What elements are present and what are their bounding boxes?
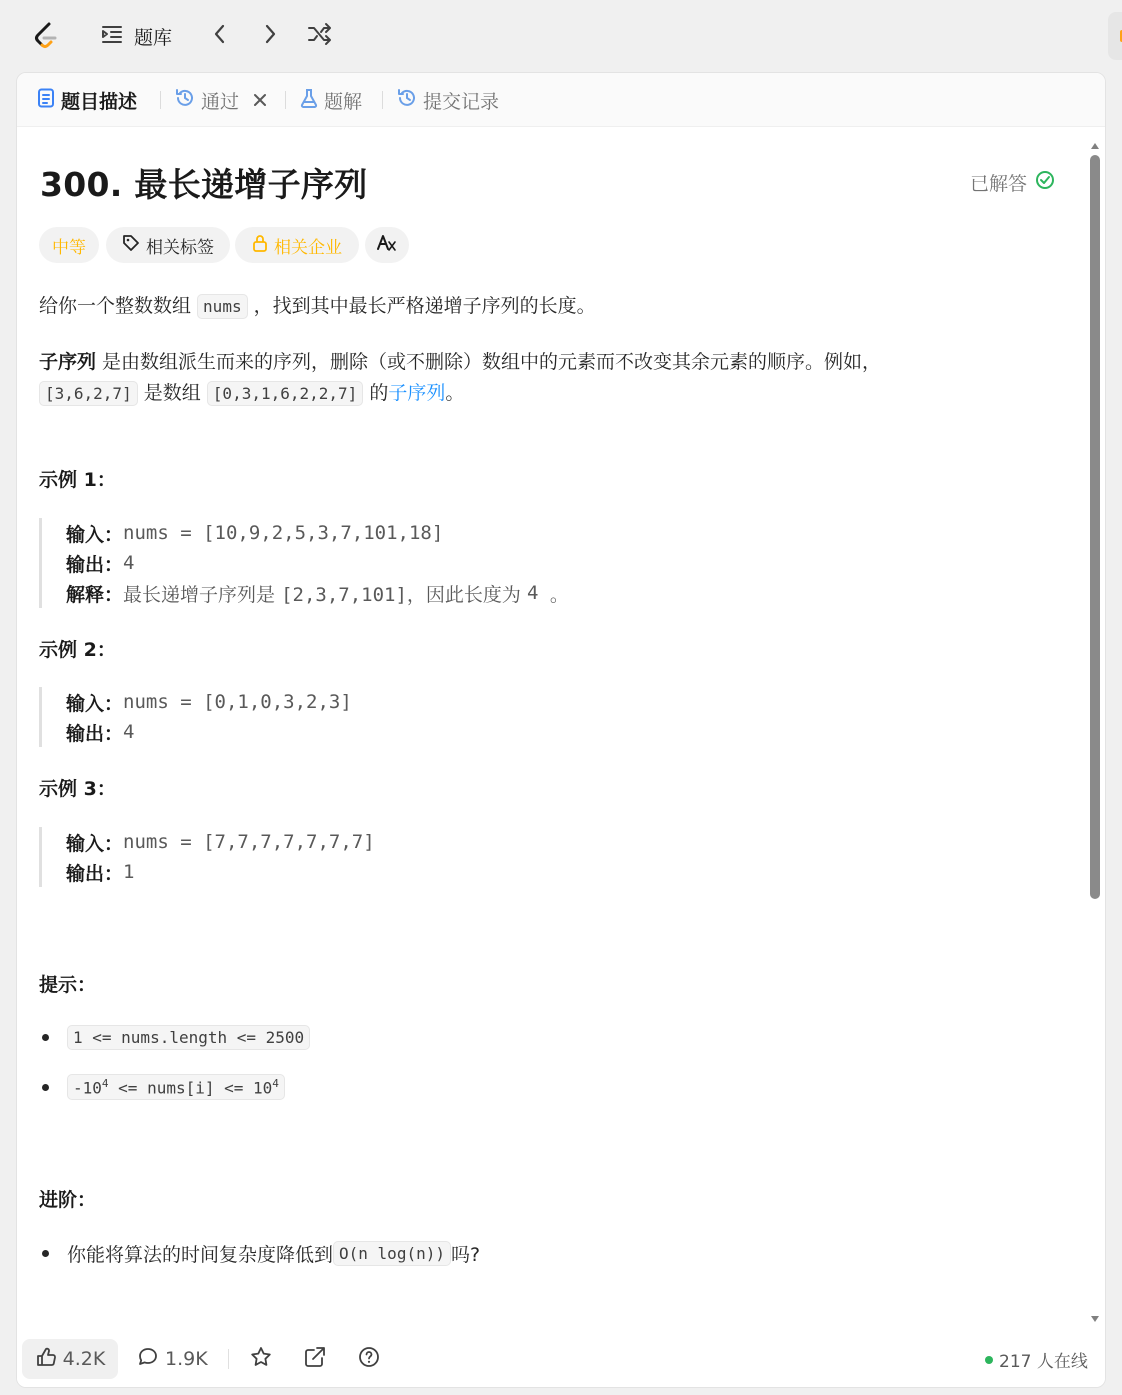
constraint-item [39, 1025, 310, 1050]
inline-code: 1 <= nums.length <= 2500 [67, 1025, 310, 1050]
tab-divider [285, 91, 286, 109]
topics-button[interactable] [106, 227, 230, 263]
vertical-scrollbar[interactable] [1087, 131, 1103, 1329]
subsequence-link[interactable]: 子序列 [388, 382, 446, 404]
topics-label: 相关标签 [146, 237, 214, 258]
top-nav [0, 0, 1122, 72]
difficulty-badge: 中等 [39, 227, 99, 263]
tab-bar [17, 73, 1105, 127]
inline-code: [0,3,1,6,2,2,7] [207, 381, 364, 406]
history-icon [175, 88, 195, 113]
problem-list-label: 题库 [134, 26, 173, 49]
online-label: 217 人在线 [999, 1352, 1088, 1372]
solved-label: 已解答 [970, 173, 1028, 195]
share-button[interactable] [303, 1339, 327, 1379]
comments-button[interactable] [137, 1339, 208, 1379]
help-button[interactable] [357, 1339, 381, 1379]
check-circle-icon [1035, 170, 1055, 195]
chevron-right-icon [262, 22, 278, 50]
inline-code: nums [197, 294, 248, 319]
shuffle-icon [306, 22, 334, 50]
bullet [42, 1250, 49, 1257]
example-1-block [39, 518, 839, 608]
bullet [42, 1034, 49, 1041]
definition-term: 子序列 [39, 351, 97, 373]
problem-title[interactable]: 300. 最长递增子序列 [40, 165, 368, 204]
example-input: 输入： nums = [0,1,0,3,2,3] [66, 691, 352, 715]
inline-code: O(n log(n)) [333, 1241, 451, 1266]
example-output: 输出： 4 [66, 721, 135, 745]
like-button[interactable] [22, 1339, 118, 1379]
share-icon [303, 1345, 327, 1374]
inline-code: [3,6,2,7] [39, 381, 138, 406]
example-3-heading: 示例 3： [39, 778, 116, 800]
definition-line-2: [3,6,2,7] 是数组 [0,3,1,6,2,2,7] 的子序列。 [39, 378, 464, 405]
tab-description-label: 题目描述 [61, 90, 138, 113]
online-dot [985, 1356, 993, 1364]
follow-up-heading: 进阶： [39, 1189, 97, 1211]
side-panel-handle[interactable] [1108, 12, 1122, 60]
bullet [42, 1084, 49, 1091]
problem-list-button[interactable] [100, 20, 172, 52]
scrollbar-thumb[interactable] [1090, 155, 1100, 899]
leetcode-logo[interactable] [30, 20, 62, 52]
tab-divider [160, 91, 161, 109]
tab-solutions[interactable] [300, 85, 362, 115]
random-problem-button[interactable] [306, 20, 334, 52]
follow-up-item: 你能将算法的时间复杂度降低到 O(n log(n)) 吗? [39, 1240, 480, 1267]
thumbs-up-icon [35, 1346, 57, 1373]
problem-description [17, 127, 1085, 1327]
next-problem-button[interactable] [258, 20, 282, 52]
scroll-up-arrow[interactable] [1090, 135, 1100, 154]
like-count: 4.2K [62, 1348, 106, 1370]
tab-submission-result-label: 通过 [201, 90, 240, 113]
comment-count: 1.9K [165, 1348, 208, 1370]
tab-solutions-label: 题解 [324, 90, 363, 113]
prev-problem-button[interactable] [208, 20, 232, 52]
close-icon[interactable] [253, 93, 267, 107]
problem-intro: 给你一个整数数组 nums ，找到其中最长严格递增子序列的长度。 [39, 295, 596, 317]
tab-submissions-label: 提交记录 [423, 90, 500, 113]
constraint-item [39, 1074, 285, 1100]
tab-description[interactable] [37, 85, 137, 115]
example-input: 输入： nums = [7,7,7,7,7,7,7] [66, 831, 375, 855]
example-input: 输入： nums = [10,9,2,5,3,7,101,18] [66, 522, 444, 546]
example-2-block [39, 687, 839, 747]
footer-divider [228, 1349, 229, 1369]
companies-button[interactable] [235, 227, 359, 263]
solved-status [970, 169, 1055, 196]
document-icon [37, 88, 55, 113]
constraints-heading: 提示： [39, 974, 97, 996]
history-icon [397, 88, 417, 113]
online-count [985, 1347, 1088, 1372]
lock-icon [252, 234, 268, 257]
comment-icon [137, 1346, 159, 1373]
example-3-block [39, 827, 839, 887]
translate-icon [376, 233, 398, 258]
tab-divider [382, 91, 383, 109]
tab-submissions[interactable] [397, 85, 499, 115]
chevron-left-icon [212, 22, 228, 50]
star-icon [249, 1345, 273, 1374]
example-1-heading: 示例 1： [39, 469, 116, 491]
example-explanation: 解释： 最长递增子序列是 [2,3,7,101]， 因此长度为 4 。 [66, 582, 569, 606]
example-output: 输出： 4 [66, 552, 135, 576]
footer-toolbar [17, 1329, 1105, 1388]
example-2-heading: 示例 2： [39, 639, 116, 661]
example-output: 输出： 1 [66, 861, 135, 885]
scroll-down-arrow[interactable] [1090, 1308, 1100, 1327]
favorite-button[interactable] [249, 1339, 273, 1379]
list-indent-icon [100, 23, 124, 49]
translate-button[interactable] [365, 227, 409, 263]
tab-submission-result[interactable] [175, 85, 267, 115]
definition-line-1: 子序列 是由数组派生而来的序列，删除（或不删除）数组中的元素而不改变其余元素的顺序。例如， [39, 351, 882, 373]
tag-icon [122, 234, 140, 257]
problem-panel [16, 72, 1106, 1388]
companies-label: 相关企业 [274, 237, 342, 258]
flask-icon [300, 88, 318, 113]
help-icon [357, 1345, 381, 1374]
inline-code: $-10^4$ <= nums[i] <= $10^4$ [67, 1074, 285, 1100]
